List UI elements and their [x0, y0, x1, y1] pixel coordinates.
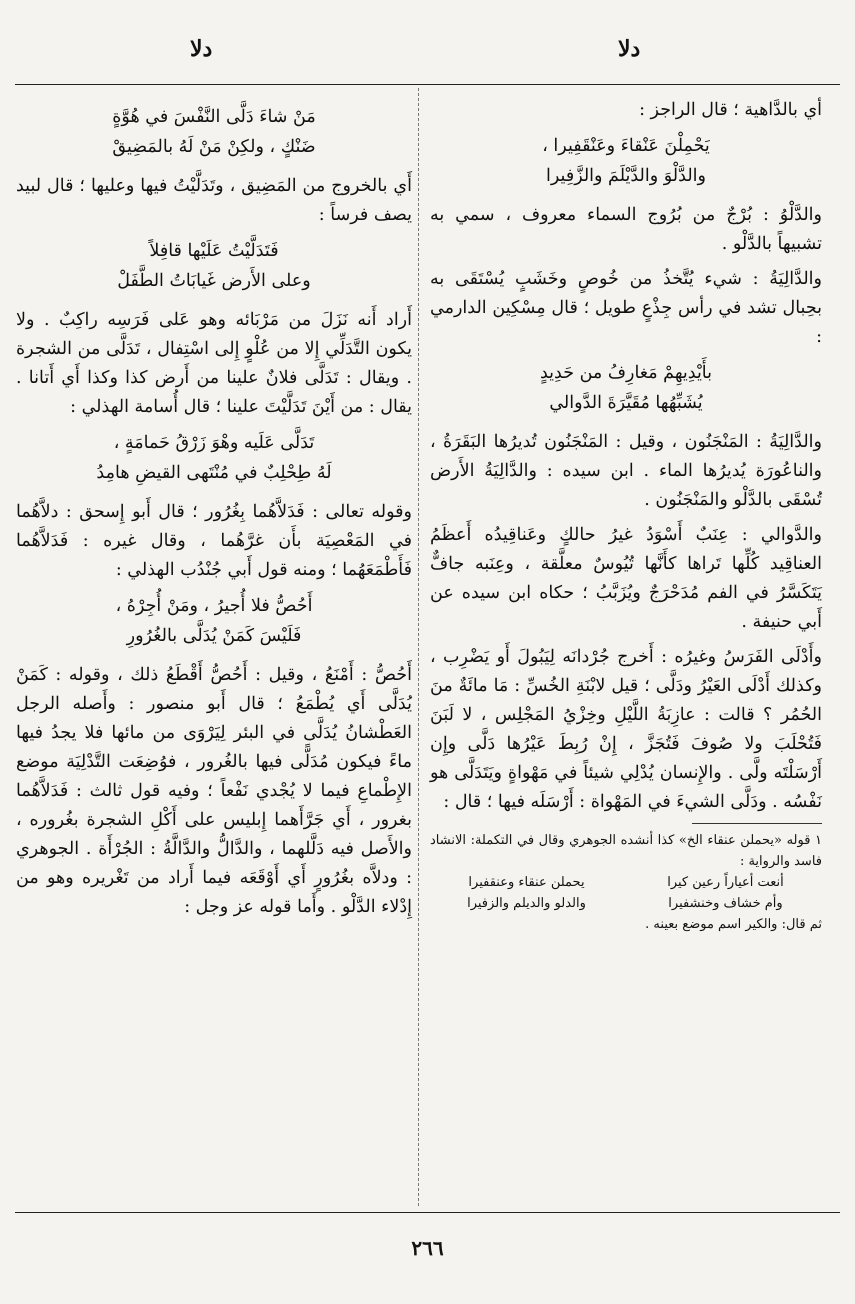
paragraph: والدَّلْوُ : بُرْجٌ من بُرُوج السماء معروف ، سمي به تشبيهاً بالدَّلْو . [430, 205, 822, 254]
verse [16, 102, 412, 162]
verse [430, 358, 822, 418]
paragraph: أي بالدَّاهية ؛ قال الراجز : [639, 100, 822, 120]
verse-line: لَهُ طِحْلِبٌ في مُنْتَهى القيضِ هامِدُ [96, 463, 332, 483]
paragraph: أَحُصُّ : أَمْنَعُ ، وقيل : أَحُصُّ أَقْطَعُ ذلك ، وقوله : كَمَنْ يُدَلَّى أَي يُطْمَعُ ؛ قال أَبو منصور : وأَصله الرجل العَطْشانُ يُدَلَّى في البئر لِيَرْوَى من مائها فلا يجدُ فيها ماءً فيكون مُدَلًّى فيها بالغُرور ، فوُضِعَت التَّدْلِيَة موضع الإِطْماعِ فيما لا يُجْدي نَفْعاً ؛ وفيه قول ثالث : فَدَلاَّهُما بغرور ، أَي جَرَّأَهما إِبليس على أَكْلِ الشجرة بغُروره ، والأَصل فيه دَلَّلهما ، والدَّالُّ والدَّالَّةُ : الجُرْأَة . الجوهري : ودلاَّه بغُرُورٍ أَي أَوْقَعَه فيما أَراد من تَغْريره وهو من إِدْلاء الدَّلْو . وأَما قوله عز وجل : [16, 665, 412, 917]
right-column [430, 96, 822, 935]
verse [16, 236, 412, 296]
footnote-rule [692, 823, 822, 824]
footnote-verse: والدلو والديلم والزفيرا [467, 896, 586, 911]
verse-line: فَلَيْسَ كَمَنْ يُدَلَّى بالغُرُورِ [126, 626, 302, 646]
running-header-left: دلا [190, 36, 213, 62]
verse-line: تَدَلَّى عَلَيه وهْوَ زَرْقُ حَمامَةٍ ، [113, 433, 315, 453]
paragraph: والدَّالِيَةُ : المَنْجَنُون ، وقيل : المَنْجَنُون تُديرُها البَقَرَةُ ، والناعُورَة يُديرُها الماء . ابن سيده : والدَّالِيَةُ الأَرض تُسْقَى بالدَّلْو والمَنْجَنُون . [430, 432, 822, 510]
footnote: ١ قوله «يحملن عنقاء الخ» كذا أنشده الجوهري وقال في التكملة: الانشاد فاسد والرواية : [430, 833, 822, 869]
running-header-right: دلا [618, 36, 641, 62]
verse-line: فَتَدَلَّيْتُ عَلَيْها قافِلاً [149, 241, 279, 261]
footnote-verse: وأم خشاف وخنشفيرا [668, 896, 783, 911]
verse-line: والدَّلْوَ والدَّيْلَمَ والزَّفِيرا [546, 166, 706, 186]
paragraph: وأَدْلَى الفَرَسُ وغيرُه : أَخرج جُرْدانَه لِيَبُولَ أَو يَضْرِب ، وكذلك أَدْلَى العَيْرُ ودَلَّى ؛ قيل لابْنَةِ الخُسِّ : مَا مائَةٌ منَ الحُمُر ؟ قالت : عازِبَةُ اللَّيْلِ وخِزْيُ المَجْلِس ، لا لَبَنَ فَتُحْلَبَ ولا صُوفَ فَتُجَزَّ ، إِنْ رُبِطَ عَيْرُها دَلَّى وإِن أَرْسَلْتَه ولَّى . والإِنسان يُدْلِي شيئاً في مَهْواةٍ ويَتَدَلَّى هو نَفْسُه . ودَلَّى الشيءَ في المَهْواة : أَرْسَلَه فيها ؛ قال : [430, 647, 822, 812]
paragraph: وقوله تعالى : فَدَلاَّهُما بِغُرُور ؛ قال أَبو إِسحق : دلاَّهُما في المَعْصِيَة بأَن غرَّهُما ، وقال غيره : فَدَلاَّهُما فَأَطْمَعَهُما ؛ ومنه قول أَبي جُنْدُب الهذلي : [16, 502, 412, 580]
verse-line: يَحْمِلْنَ عَنْقاءَ وعَنْقَفِيرا ، [542, 136, 710, 156]
verse [16, 591, 412, 651]
verse [16, 428, 412, 488]
paragraph: أَي بالخروج من المَضِيق ، وتَدَلَّيْتُ فيها وعليها ؛ قال لبيد يصف فرساً : [16, 176, 412, 225]
column-divider [418, 88, 419, 1206]
header-rule [15, 84, 840, 85]
footnote-verses [434, 872, 818, 914]
verse-line: مَنْ شاءَ دَلَّى النَّفْسَ في هُوَّةٍ [112, 107, 316, 127]
footnote: ثم قال: والكير اسم موضع بعينه . [645, 917, 822, 932]
verse-line: يُشَبِّهُها مُقَيَّرَةَ الدَّوالي [549, 393, 703, 413]
verse-line: وعلى الأَرض غَيابَاتُ الطَّفَلْ [117, 271, 311, 291]
verse [430, 131, 822, 191]
verse-line: ضَنْكٍ ، ولكِنْ مَنْ لَهُ بالمَضِيقْ [112, 137, 316, 157]
page-number: ٢٦٦ [411, 1236, 444, 1260]
verse-line: أَحُصُّ فلا أُجيرُ ، ومَنْ أُجِرْهُ ، [115, 596, 313, 616]
left-column [16, 96, 412, 928]
paragraph: أَراد أَنه نَزَلَ من مَرْبَائه وهو عَلى فَرَسِه راكِبٌ . ولا يكون التَّدَلِّي إِلا من عُلْوٍ إِلى اسْتِفال ، تَدَلَّى من الشجرة . ويقال : تَدَلَّى فلانٌ علينا من أَرض كذا وكذا أَي أَتانا . يقال : من أَيْنَ تَدَلَّيْتَ علينا ؛ قال أُسامة الهذلي : [16, 310, 412, 417]
verse-line: بأَيْدِيهِمْ مَغارِفُ من حَدِيدٍ [539, 363, 713, 383]
footnote-verse: يحملن عنقاء وعنقفيرا [468, 875, 585, 890]
paragraph: والدَّوالي : عِنَبٌ أَسْوَدُ غيرُ حالكٍ وعَناقِيدُه أَعظَمُ العناقِيد كُلِّها تَراها كأَنَّها تُيُوسٌ معلَّقة ، وعِنَبه جافٌّ يَتَكَسَّرُ في الفم مُدَحْرَجٌ ويُزَبَّبُ ؛ حكاه ابن سيده عن أَبي حنيفة . [430, 525, 822, 632]
footnote-verse: أنعت أعياراً رعين كيرا [667, 875, 784, 890]
paragraph: والدَّالِيَةُ : شيء يُتَّخذُ من خُوصٍ وخَشَبٍ يُسْتَقَى به بحِبال تشد في رأس جِذْعٍ طويل ؛ قال مِسْكِين الدارمي : [430, 269, 822, 347]
footer-rule [15, 1212, 840, 1213]
